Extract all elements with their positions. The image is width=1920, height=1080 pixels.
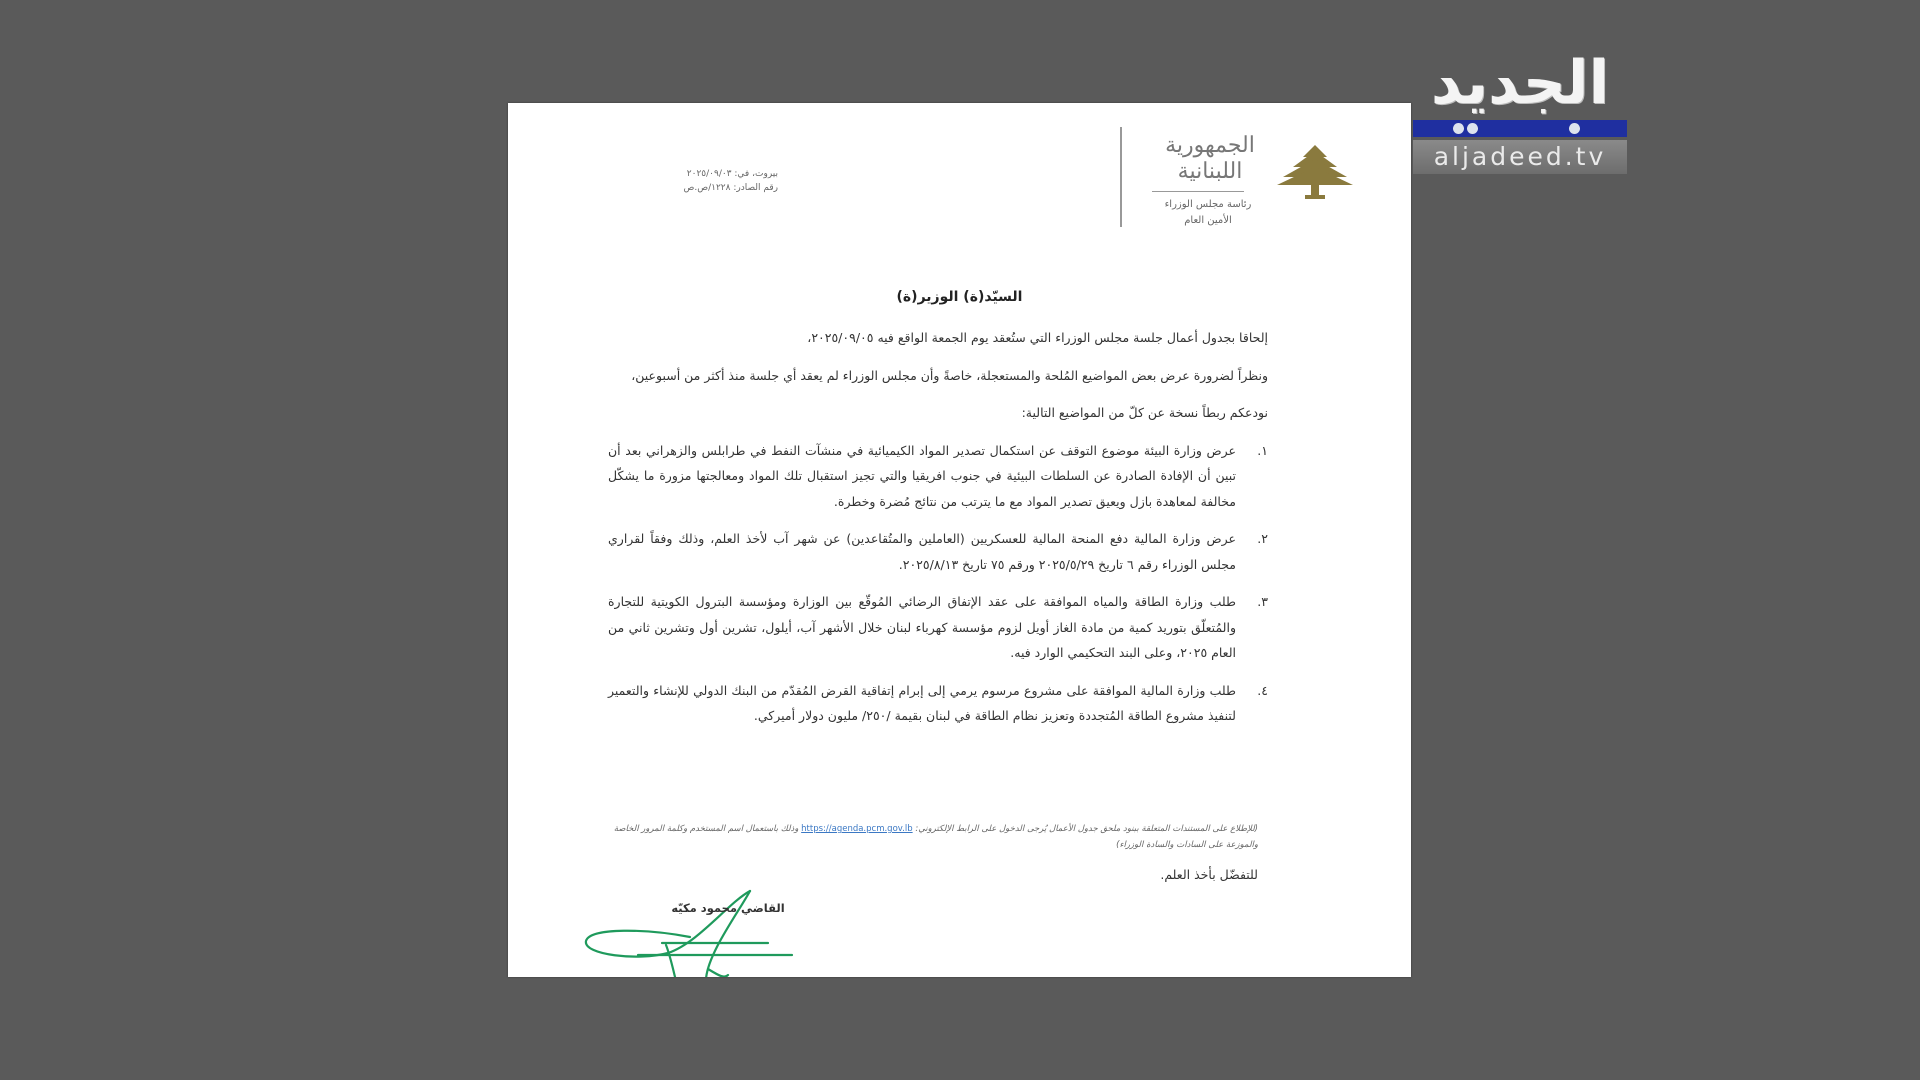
signer-name: القاضي محمود مكيّه	[671, 901, 785, 915]
document-page	[508, 103, 1411, 977]
agenda-item	[608, 678, 1268, 729]
channel-logo	[1413, 48, 1627, 178]
agenda-item-text: طلب وزارة الطاقة والمياه الموافقة على عقد الإتفاق الرضائي المُوقّع بين الوزارة ومؤسسة البترول الكويتية للتجارة والمُتعلّق بتوريد كمية من مادة الغاز أويل لزوم مؤسسة كهرباء لبنان خلال الأشهر آب، أيلول، تشرين أول وتشرين ثاني من العام ٢٠٢٥، وعلى البند التحكيمي الوارد فيه.	[608, 594, 1236, 660]
agenda-item-number: ١.	[1257, 442, 1268, 458]
agenda-item-number: ٣.	[1257, 594, 1268, 609]
channel-logo-english: aljadeed.tv	[1413, 140, 1627, 174]
cedar-tree-icon	[1275, 143, 1355, 203]
place-date: بيروت، في: ٢٠٢٥/٠٩/٠٣	[686, 169, 778, 179]
logo-dot-icon	[1453, 123, 1464, 134]
salutation: السيّد(ة) الوزير(ة)	[896, 289, 1023, 305]
letterhead-title-line1: الجمهورية	[1165, 133, 1255, 158]
agenda-item	[608, 438, 1268, 515]
agenda-items-list	[608, 438, 1268, 729]
letter-body	[608, 325, 1268, 741]
letterhead-sub-line1: رئاسة مجلس الوزراء	[1164, 199, 1252, 210]
letterhead-rule	[1152, 191, 1244, 192]
agenda-item	[608, 526, 1268, 577]
reference-number: رقم الصادر: ١٢٢٨/ص.ص	[683, 183, 778, 193]
closing-line: للتفضّل بأخذ العلم.	[1160, 867, 1258, 882]
paragraph-attachments: نودعكم ربطاً نسخة عن كلّ من المواضيع التالية:	[1021, 405, 1268, 420]
logo-dot-icon	[1569, 123, 1580, 134]
letterhead	[1120, 127, 1370, 237]
logo-dot-icon	[1467, 123, 1478, 134]
agenda-item	[608, 589, 1268, 666]
document-reference-block	[638, 167, 778, 195]
footnote-text-before: (للإطلاع على المستندات المتعلقة ببنود ملحق جدول الأعمال يُرجى الدخول على الرابط الإلكتروني:	[915, 824, 1258, 834]
paragraph-urgency: ونظراً لضرورة عرض بعض المواضيع المُلحة والمستعجلة، خاصةً وأن مجلس الوزراء لم يعقد أي جلسة منذ أكثر من أسبوعين،	[631, 367, 1268, 383]
agenda-item-text: عرض وزارة المالية دفع المنحة المالية للعسكريين (العاملين والمتُقاعدين) عن شهر آب لأخذ العلم، وذلك وفقاً لقراري مجلس الوزراء رقم ٦ تاريخ ٢٠٢٥/٥/٢٩ ورقم ٧٥ تاريخ ٢٠٢٥/٨/١٣.	[608, 531, 1236, 572]
agenda-item-number: ٤.	[1257, 682, 1268, 698]
agenda-item-text: طلب وزارة المالية الموافقة على مشروع مرسوم يرمي إلى إبرام إتفاقية القرض المُقدّم من البنك الدولي للإنشاء والتعمير لتنفيذ مشروع الطاقة المُتجددة وتعزيز نظام الطاقة في لبنان بقيمة /٢٥٠/ مليون دولار أميركي.	[608, 682, 1236, 723]
agenda-item-text: عرض وزارة البيئة موضوع التوقف عن استكمال تصدير المواد الكيميائية في منشآت النفط في طرابلس والزهراني بعد أن تبين أن الإفادة الصادرة عن السلطات البيئية في جنوب افريقيا والتي تجيز استقبال تلك المواد ومعالجتها مزورة ما يشكّل مخالفة لمعاهدة بازل ويعيق تصدير المواد مع ما يترتب من نتائج مُضرة وخطرة.	[608, 442, 1236, 509]
footnote	[608, 821, 1258, 853]
letterhead-sub-line2: الأمين العام	[1184, 215, 1232, 226]
paragraph-intro: إلحاقا بجدول أعمال جلسة مجلس الوزراء التي ستُعقد يوم الجمعة الواقع فيه ٢٠٢٥/٠٩/٠٥،	[807, 330, 1268, 345]
channel-logo-arabic: الجديد	[1430, 48, 1610, 118]
letterhead-subtitle	[1148, 197, 1268, 229]
letterhead-title-line2: اللبنانية	[1177, 159, 1243, 184]
agenda-item-number: ٢.	[1257, 531, 1268, 546]
agenda-link[interactable]: https://agenda.pcm.gov.lb	[801, 824, 913, 834]
handwritten-signature	[578, 883, 798, 977]
footnote-text-after: وذلك باستعمال اسم المستخدم وكلمة المرور الخاصة والموزعة على السادات والسادة الوزراء)	[613, 824, 1258, 850]
channel-logo-bar	[1413, 120, 1627, 137]
letterhead-divider	[1120, 127, 1122, 227]
letterhead-title	[1150, 133, 1270, 185]
